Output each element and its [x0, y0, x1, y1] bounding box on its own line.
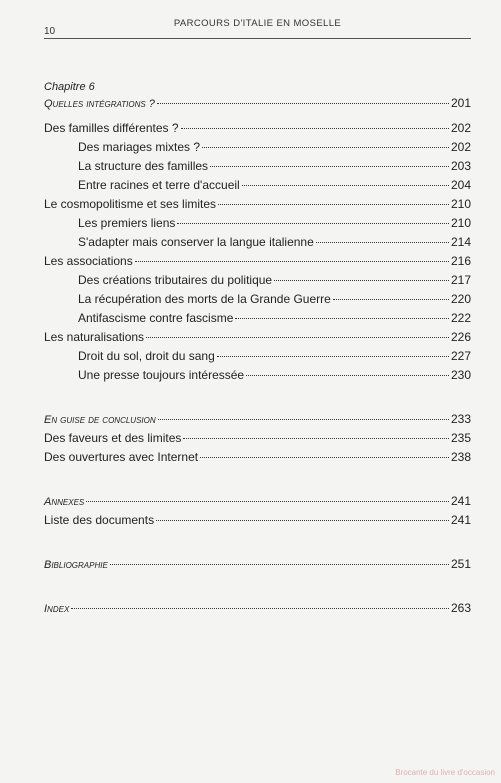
toc-entry-label: Antifascisme contre fascisme: [78, 311, 234, 325]
toc-section: [44, 328, 471, 347]
toc-entry-label: Les premiers liens: [78, 216, 176, 230]
toc-page-number: 202: [450, 121, 471, 135]
toc-page-number: 202: [450, 140, 471, 154]
toc-entry-label: Des ouvertures avec Internet: [44, 450, 199, 464]
toc-entry-chapter-title: [44, 94, 471, 113]
toc-page-number: 233: [450, 412, 471, 426]
dot-leader: [246, 375, 449, 376]
toc-entry-label: S'adapter mais conserver la langue italienne: [78, 235, 314, 249]
dot-leader: [202, 147, 449, 148]
toc-page-number: 235: [450, 431, 471, 445]
toc-entry-label: Bibliographie: [44, 559, 108, 571]
dot-leader: [110, 564, 449, 565]
toc-page-number: 238: [450, 450, 471, 464]
toc-entry-label: Liste des documents: [44, 513, 155, 527]
toc-page-number: 210: [450, 216, 471, 230]
dot-leader: [333, 299, 449, 300]
dot-leader: [183, 438, 449, 439]
toc-subsection: [44, 176, 471, 195]
toc-section: [44, 448, 471, 467]
dot-leader: [156, 520, 449, 521]
toc-page-number: 201: [450, 96, 471, 110]
dot-leader: [242, 185, 449, 186]
toc-page-number: 217: [450, 273, 471, 287]
toc-entry-label: Les naturalisations: [44, 330, 145, 344]
toc-section: [44, 195, 471, 214]
toc-section: [44, 511, 471, 530]
toc-subsection: [44, 271, 471, 290]
toc-subsection: [44, 233, 471, 252]
toc-subsection: [44, 214, 471, 233]
toc-page-number: 203: [450, 159, 471, 173]
toc-entry-label: Index: [44, 603, 70, 615]
toc-entry-label: En guise de conclusion: [44, 414, 156, 426]
page-number: 10: [44, 26, 56, 37]
toc-entry-label: Annexes: [44, 496, 85, 508]
toc-page-number: 241: [450, 494, 471, 508]
toc-entry-label: Quelles intégrations ?: [44, 98, 155, 110]
dot-leader: [200, 457, 449, 458]
toc-subsection: [44, 138, 471, 157]
toc-entry-label: Une presse toujours intéressée: [78, 368, 245, 382]
dot-leader: [210, 166, 449, 167]
toc-entry-bibliographie: [44, 555, 471, 574]
page-header: [44, 18, 471, 39]
dot-leader: [146, 337, 449, 338]
dot-leader: [218, 204, 449, 205]
dot-leader: [86, 501, 449, 502]
toc-section: [44, 252, 471, 271]
dot-leader: [217, 356, 449, 357]
toc-section: [44, 429, 471, 448]
toc-subsection: [44, 157, 471, 176]
toc-entry-label: Droit du sol, droit du sang: [78, 349, 215, 363]
toc-entry-label: Des créations tributaires du politique: [78, 273, 273, 287]
toc-entry-label: La récupération des morts de la Grande Guerre: [78, 292, 331, 306]
toc-entry-annexes: [44, 492, 471, 511]
toc-subsection: [44, 290, 471, 309]
toc-entry-label: Le cosmopolitisme et ses limites: [44, 197, 217, 211]
toc-page-number: 216: [450, 254, 471, 268]
toc-page-number: 204: [450, 178, 471, 192]
dot-leader: [274, 280, 449, 281]
dot-leader: [135, 261, 449, 262]
dot-leader: [181, 128, 449, 129]
toc-entry-label: Les associations: [44, 254, 133, 268]
toc-page-number: 222: [450, 311, 471, 325]
toc-entry-label: Des faveurs et des limites: [44, 431, 182, 445]
toc-page-number: 230: [450, 368, 471, 382]
toc-subsection: [44, 347, 471, 366]
dot-leader: [316, 242, 449, 243]
toc-page-number: 251: [450, 557, 471, 571]
toc-page-number: 227: [450, 349, 471, 363]
toc-page-number: 241: [450, 513, 471, 527]
toc-page-number: 226: [450, 330, 471, 344]
dot-leader: [71, 608, 449, 609]
toc-page-number: 210: [450, 197, 471, 211]
dot-leader: [177, 223, 449, 224]
running-title: PARCOURS D'ITALIE EN MOSELLE: [173, 18, 342, 29]
dot-leader: [235, 318, 449, 319]
toc-entry-index: [44, 599, 471, 618]
toc-entry-conclusion: [44, 410, 471, 429]
toc-page-number: 263: [450, 601, 471, 615]
toc-page-number: 214: [450, 235, 471, 249]
toc-section: [44, 119, 471, 138]
chapter-label: Chapitre 6: [44, 81, 95, 93]
toc-subsection: [44, 366, 471, 385]
table-of-contents: [44, 80, 471, 618]
toc-entry-label: Des mariages mixtes ?: [78, 140, 201, 154]
watermark: Brocante du livre d'occasion: [395, 768, 495, 777]
toc-entry-label: La structure des familles: [78, 159, 209, 173]
toc-subsection: [44, 309, 471, 328]
dot-leader: [158, 419, 449, 420]
toc-entry-label: Entre racines et terre d'accueil: [78, 178, 240, 192]
dot-leader: [157, 103, 449, 104]
toc-page-number: 220: [450, 292, 471, 306]
toc-entry-label: Des familles différentes ?: [44, 121, 179, 135]
